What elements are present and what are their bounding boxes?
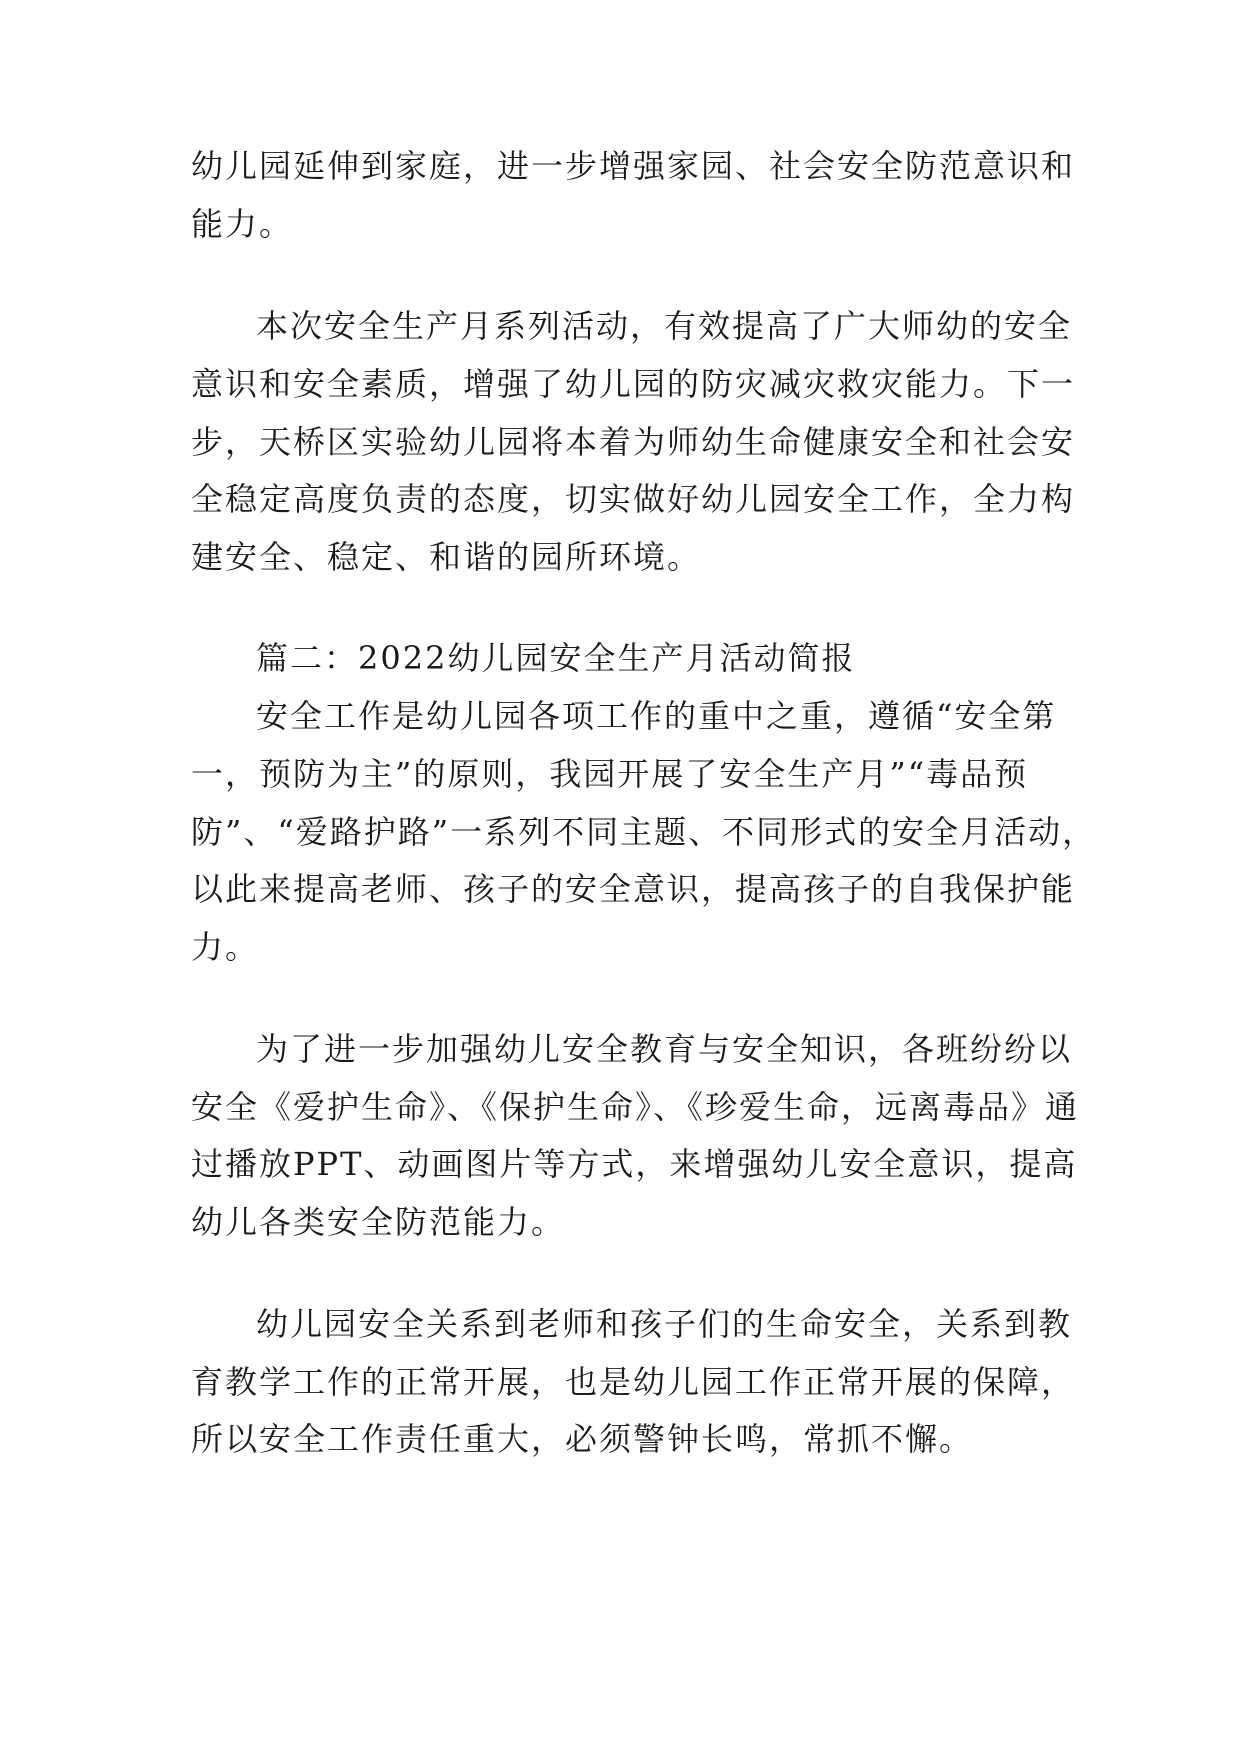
paragraph-line: 建安全、稳定、和谐的园所环境。 <box>191 538 702 576</box>
paragraph-line: 幼儿园延伸到家庭，进一步增强家园、社会安全防范意识和 <box>191 147 1076 185</box>
paragraph-line: 全稳定高度负责的态度，切实做好幼儿园安全工作，全力构 <box>191 480 1076 518</box>
paragraph-line: 幼儿各类安全防范能力。 <box>191 1203 566 1241</box>
paragraph-line: 幼儿园安全关系到老师和孩子们的生命安全，关系到教 <box>256 1305 1073 1343</box>
paragraph-line: 步，天桥区实验幼儿园将本着为师幼生命健康安全和社会安 <box>191 423 1076 461</box>
paragraph-line: 安全工作是幼儿园各项工作的重中之重，遵循“安全第 <box>256 697 1057 735</box>
paragraph-line: 以此来提高老师、孩子的安全意识，提高孩子的自我保护能 <box>191 870 1076 908</box>
paragraph-line: 本次安全生产月系列活动，有效提高了广大师幼的安全 <box>256 307 1073 345</box>
paragraph-line: 安全《爱护生命》、《保护生命》、《珍爱生命，远离毒品》通 <box>191 1088 1080 1126</box>
section-heading: 篇二：2022幼儿园安全生产月活动简报 <box>256 639 856 677</box>
paragraph-line: 过播放PPT、动画图片等方式，来增强幼儿安全意识，提高 <box>191 1145 1078 1183</box>
paragraph-line: 防”、“爱路护路”一系列不同主题、不同形式的安全月活动， <box>191 813 1097 851</box>
paragraph-line: 育教学工作的正常开展，也是幼儿园工作正常开展的保障， <box>191 1363 1076 1401</box>
paragraph-line: 为了进一步加强幼儿安全教育与安全知识，各班纷纷以 <box>256 1030 1073 1068</box>
paragraph-line: 所以安全工作责任重大，必须警钟长鸣，常抓不懈。 <box>191 1420 974 1458</box>
paragraph-line: 力。 <box>191 928 260 966</box>
paragraph-line: 能力。 <box>191 205 294 243</box>
paragraph-line: 一，预防为主”的原则，我园开展了安全生产月”“毒品预 <box>191 755 1029 793</box>
paragraph-line: 意识和安全素质，增强了幼儿园的防灾减灾救灾能力。下一 <box>191 365 1076 403</box>
